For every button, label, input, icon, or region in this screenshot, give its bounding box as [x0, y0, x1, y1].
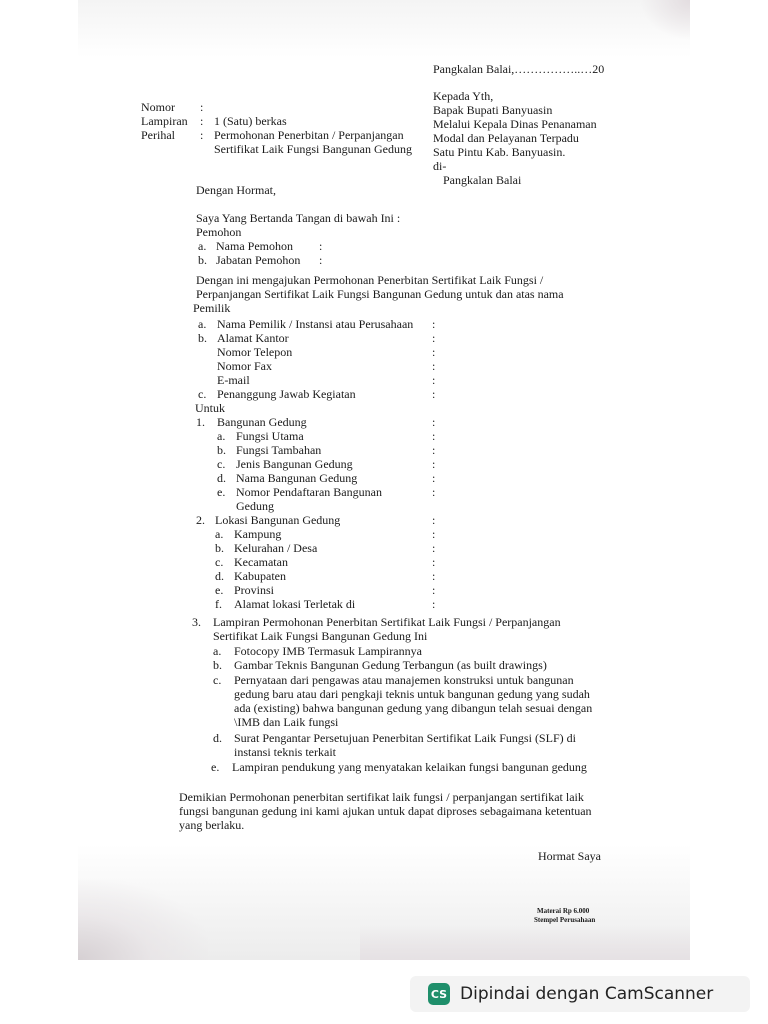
colon: :	[319, 253, 323, 267]
intro-text: Saya Yang Bertanda Tangan di bawah Ini :	[196, 211, 401, 225]
colon: :	[432, 443, 436, 457]
attachment-item: Pernyataan dari pengawas atau manajemen konstruksi untuk bangunan	[234, 673, 574, 687]
attachment-item: Gambar Teknis Bangunan Gedung Terbangun (as built drawings)	[234, 658, 547, 672]
attachment-item: Surat Pengantar Persetujuan Penerbitan Sertifikat Laik Fungsi (SLF) di	[234, 731, 576, 745]
item-label: a.	[198, 239, 207, 253]
page-shadow	[360, 925, 690, 960]
field-label: Nama Pemilik / Instansi atau Perusahaan	[217, 317, 414, 331]
stamp-note: Stempel Perusahaan	[534, 916, 596, 924]
colon: :	[432, 527, 436, 541]
colon: :	[319, 239, 323, 253]
attachment-item: gedung baru atau dari pengkaji teknis untuk bangunan gedung yang sudah	[234, 687, 590, 701]
recipient-line: Melalui Kepala Dinas Penanaman	[433, 117, 597, 131]
recipient-line: Modal dan Pelayanan Terpadu	[433, 131, 579, 145]
colon: :	[432, 583, 436, 597]
section-number: 2.	[196, 513, 205, 527]
field-label: Kelurahan / Desa	[234, 541, 318, 555]
section-heading: Untuk	[195, 401, 225, 415]
attachment-item: \IMB dan Laik fungsi	[234, 715, 339, 729]
colon: :	[432, 471, 436, 485]
section-title: Lokasi Bangunan Gedung	[215, 513, 341, 527]
colon: :	[432, 429, 436, 443]
item-label: b.	[215, 541, 224, 555]
field-label: Kabupaten	[234, 569, 286, 583]
item-label: b.	[217, 443, 226, 457]
background-margin	[0, 0, 78, 960]
field-label: Nama Bangunan Gedung	[236, 471, 358, 485]
lampiran-value: 1 (Satu) berkas	[214, 114, 287, 128]
item-label: d.	[215, 569, 224, 583]
camscanner-watermark	[410, 976, 750, 1012]
colon: :	[432, 415, 436, 429]
closing-line: Demikian Permohonan penerbitan sertifikat laik fungsi / perpanjangan sertifikat laik	[179, 790, 584, 804]
field-label: Kecamatan	[234, 555, 288, 569]
item-label: b.	[198, 331, 207, 345]
item-label: d.	[213, 731, 222, 745]
field-label: Jabatan Pemohon	[216, 253, 301, 267]
colon: :	[200, 100, 204, 114]
section-title: Lampiran Permohonan Penerbitan Sertifikat Laik Fungsi / Perpanjangan	[213, 615, 561, 629]
colon: :	[432, 485, 436, 499]
field-label: Nomor Telepon	[217, 345, 293, 359]
colon: :	[432, 457, 436, 471]
colon: :	[432, 359, 436, 373]
field-label: Jenis Bangunan Gedung	[236, 457, 353, 471]
field-label: Alamat lokasi Terletak di	[234, 597, 356, 611]
section-heading: Pemohon	[196, 225, 242, 239]
recipient-line: Kepada Yth,	[433, 89, 494, 103]
closing-line: yang berlaku.	[179, 818, 245, 832]
item-label: e.	[211, 760, 220, 774]
stamp-note: Materai Rp 6.000	[537, 907, 590, 915]
field-label: Penanggung Jawab Kegiatan	[217, 387, 356, 401]
paragraph-line: Perpanjangan Sertifikat Laik Fungsi Bangunan Gedung untuk dan atas nama	[196, 287, 564, 301]
recipient-line: Bapak Bupati Banyuasin	[433, 103, 553, 117]
field-label: Fungsi Utama	[236, 429, 304, 443]
place-date: Pangkalan Balai,……………..…20	[433, 62, 605, 76]
colon: :	[432, 331, 436, 345]
page-shadow	[640, 0, 690, 40]
attachment-item: instansi teknis terkait	[234, 745, 336, 759]
item-label: c.	[217, 457, 226, 471]
colon: :	[432, 513, 436, 527]
page-shadow	[78, 880, 208, 960]
perihal-label: Perihal	[141, 128, 175, 142]
salutation: Dengan Hormat,	[196, 183, 276, 197]
field-label: Alamat Kantor	[217, 331, 289, 345]
lampiran-label: Lampiran	[141, 114, 188, 128]
nomor-label: Nomor	[141, 100, 175, 114]
paragraph-line: Dengan ini mengajukan Permohonan Penerbitan Sertifikat Laik Fungsi /	[196, 273, 544, 287]
field-label: Nomor Fax	[217, 359, 272, 373]
item-label: c.	[215, 555, 224, 569]
section-number: 3.	[192, 615, 201, 629]
closing-line: fungsi bangunan gedung ini kami ajukan untuk dapat diproses sebagaimana ketentuan	[179, 804, 592, 818]
field-label: E-mail	[217, 373, 250, 387]
signature-greeting: Hormat Saya	[538, 849, 601, 863]
item-label: b.	[213, 658, 222, 672]
field-label: Nama Pemohon	[216, 239, 293, 253]
colon: :	[432, 541, 436, 555]
attachment-item: ada (existing) bahwa bangunan gedung yang dibangun telah sesuai dengan	[234, 701, 593, 715]
section-title: Sertifikat Laik Fungsi Bangunan Gedung Ini	[213, 629, 428, 643]
field-label: Fungsi Tambahan	[236, 443, 322, 457]
field-label: Gedung	[236, 499, 274, 513]
item-label: a.	[215, 527, 224, 541]
item-label: b.	[198, 253, 207, 267]
colon: :	[432, 597, 436, 611]
recipient-line: Pangkalan Balai	[443, 173, 522, 187]
recipient-line: di-	[433, 159, 447, 173]
attachment-item: Lampiran pendukung yang menyatakan kelaikan fungsi bangunan gedung	[232, 760, 587, 774]
item-label: f.	[215, 597, 222, 611]
colon: :	[200, 128, 204, 142]
section-heading: Pemilik	[193, 301, 231, 315]
item-label: e.	[215, 583, 224, 597]
colon: :	[432, 345, 436, 359]
attachment-item: Fotocopy IMB Termasuk Lampirannya	[234, 644, 422, 658]
perihal-value: Permohonan Penerbitan / Perpanjangan	[214, 128, 404, 142]
colon: :	[432, 387, 436, 401]
colon: :	[432, 317, 436, 331]
field-label: Kampung	[234, 527, 282, 541]
item-label: c.	[198, 387, 207, 401]
item-label: a.	[213, 644, 222, 658]
section-number: 1.	[196, 415, 205, 429]
camscanner-logo-icon: CS	[428, 983, 450, 1005]
colon: :	[432, 555, 436, 569]
item-label: d.	[217, 471, 226, 485]
section-title: Bangunan Gedung	[217, 415, 307, 429]
item-label: a.	[217, 429, 226, 443]
item-label: e.	[217, 485, 226, 499]
colon: :	[432, 569, 436, 583]
field-label: Nomor Pendaftaran Bangunan	[236, 485, 382, 499]
recipient-line: Satu Pintu Kab. Banyuasin.	[433, 145, 566, 159]
item-label: c.	[213, 673, 222, 687]
perihal-value: Sertifikat Laik Fungsi Bangunan Gedung	[214, 142, 412, 156]
field-label: Provinsi	[234, 583, 275, 597]
camscanner-text: Dipindai dengan CamScanner	[460, 984, 714, 1004]
colon: :	[200, 114, 204, 128]
item-label: a.	[198, 317, 207, 331]
colon: :	[432, 373, 436, 387]
